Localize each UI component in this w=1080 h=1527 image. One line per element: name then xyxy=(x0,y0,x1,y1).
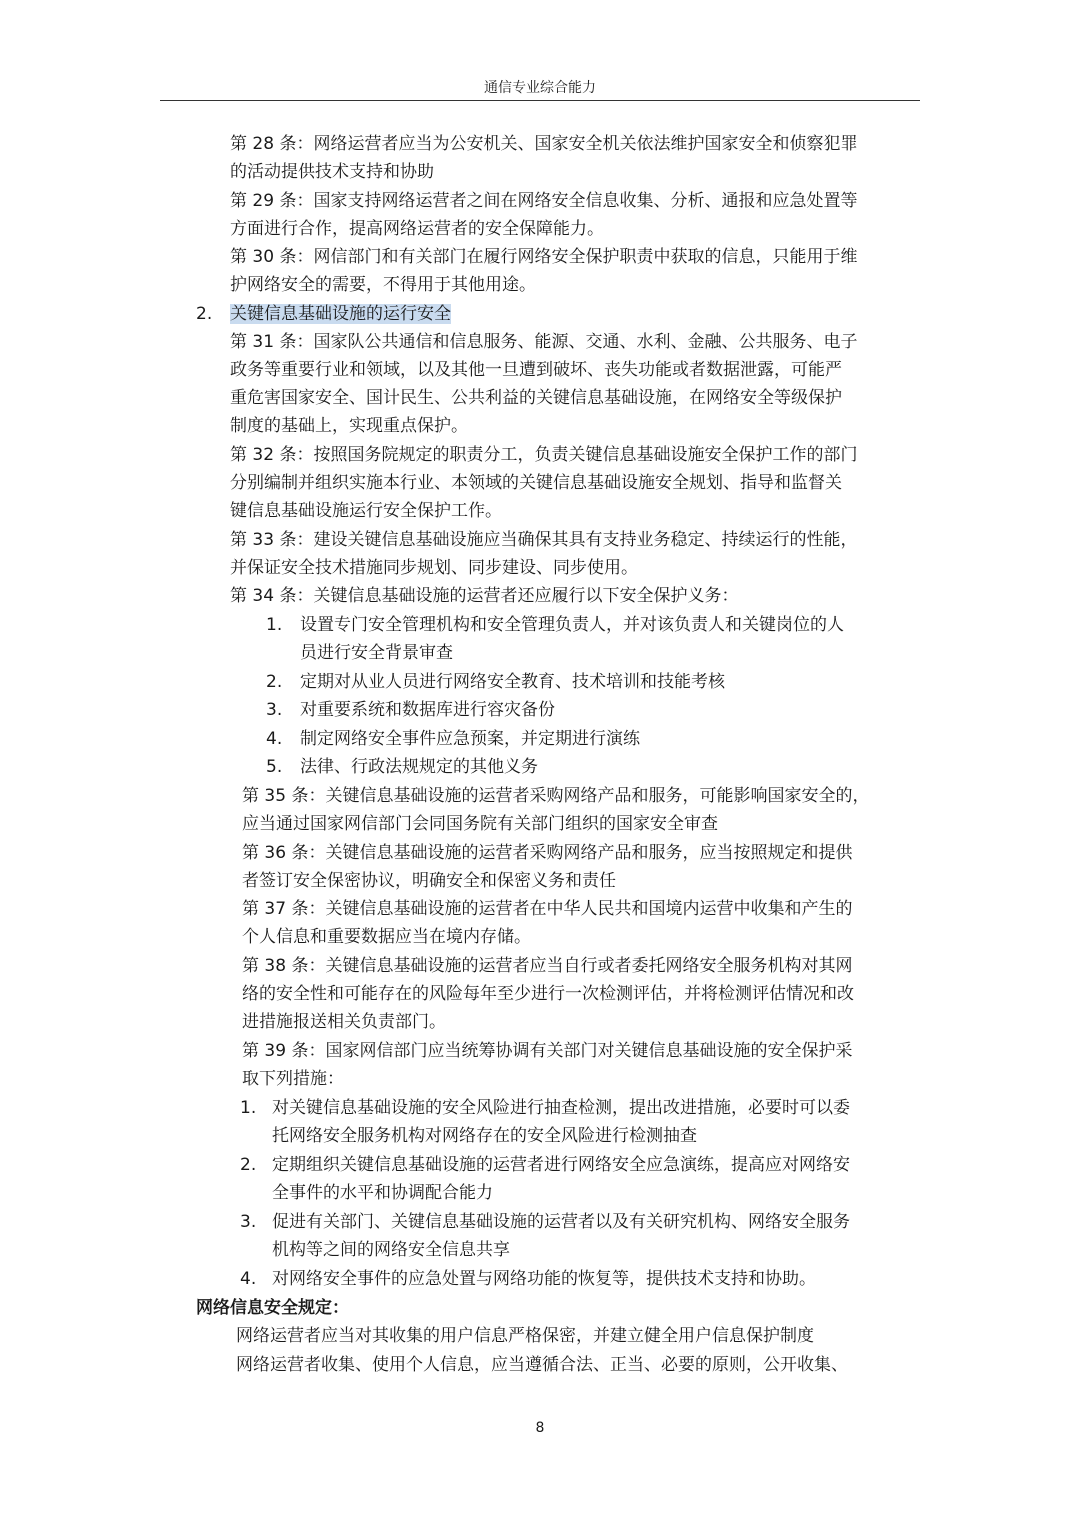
art39-item-1-line-1: 对关键信息基础设施的安全风险进行抽查检测，提出改进措施，必要时可以委 xyxy=(272,1098,850,1118)
art32-line-3: 键信息基础设施运行安全保护工作。 xyxy=(230,501,502,521)
art38-line-2: 络的安全性和可能存在的风险每年至少进行一次检测评估，并将检测评估情况和改 xyxy=(242,984,854,1004)
art30-line-1: 第 30 条：网信部门和有关部门在履行网络安全保护职责中获取的信息，只能用于维 xyxy=(230,247,858,267)
art36-line-1: 第 36 条：关键信息基础设施的运营者采购网络产品和服务，应当按照规定和提供 xyxy=(242,843,853,863)
art29-line-2: 方面进行合作，提高网络运营者的安全保障能力。 xyxy=(230,219,604,239)
art33-line-2: 并保证安全技术措施同步规划、同步建设、同步使用。 xyxy=(230,558,638,578)
art39-item-2-line-2: 全事件的水平和协调配合能力 xyxy=(272,1183,493,1203)
art39-item-2-number: 2. xyxy=(240,1155,257,1175)
section-2-title: 关键信息基础设施的运行安全 xyxy=(230,304,451,324)
art30-line-2: 护网络安全的需要，不得用于其他用途。 xyxy=(230,275,536,295)
art38-line-1: 第 38 条：关键信息基础设施的运营者应当自行或者委托网络安全服务机构对其网 xyxy=(242,956,853,976)
art34-item-3-number: 3. xyxy=(266,700,283,720)
art39-item-1-line-2: 托网络安全服务机构对网络存在的安全风险进行检测抽查 xyxy=(272,1126,697,1146)
art34-item-1-number: 1. xyxy=(266,615,283,635)
art34-item-1-line-2: 员进行安全背景审查 xyxy=(300,643,453,663)
art39-item-2-line-1: 定期组织关键信息基础设施的运营者进行网络安全应急演练，提高应对网络安 xyxy=(272,1155,850,1175)
art37-line-1: 第 37 条：关键信息基础设施的运营者在中华人民共和国境内运营中收集和产生的 xyxy=(242,899,853,919)
art34-item-2-line-1: 定期对从业人员进行网络安全教育、技术培训和技能考核 xyxy=(300,672,725,692)
art31-line-4: 制度的基础上，实现重点保护。 xyxy=(230,416,468,436)
art34-item-2-number: 2. xyxy=(266,672,283,692)
page-header-title: 通信专业综合能力 xyxy=(484,80,596,96)
art37-line-2: 个人信息和重要数据应当在境内存储。 xyxy=(242,927,531,947)
art39-intro-line-1: 第 39 条：国家网信部门应当统筹协调有关部门对关键信息基础设施的安全保护采 xyxy=(242,1041,853,1061)
art34-item-4-line-1: 制定网络安全事件应急预案，并定期进行演练 xyxy=(300,729,640,749)
network-rules-heading: 网络信息安全规定： xyxy=(196,1298,349,1318)
art28-line-1: 第 28 条：网络运营者应当为公安机关、国家安全机关依法维护国家安全和侦察犯罪 xyxy=(230,134,858,154)
art32-line-2: 分别编制并组织实施本行业、本领域的关键信息基础设施安全规划、指导和监督关 xyxy=(230,473,842,493)
section-2-number: 2. xyxy=(196,304,213,324)
art28-line-2: 的活动提供技术支持和协助 xyxy=(230,162,434,182)
header-divider xyxy=(160,100,920,101)
art39-item-3-number: 3. xyxy=(240,1212,257,1232)
art31-line-3: 重危害国家安全、国计民生、公共利益的关键信息基础设施，在网络安全等级保护 xyxy=(230,388,842,408)
art31-line-1: 第 31 条：国家队公共通信和信息服务、能源、交通、水利、金融、公共服务、电子 xyxy=(230,332,858,352)
art34-item-4-number: 4. xyxy=(266,729,283,749)
art34-item-1-line-1: 设置专门安全管理机构和安全管理负责人，并对该负责人和关键岗位的人 xyxy=(300,615,844,635)
art34-item-3-line-1: 对重要系统和数据库进行容灾备份 xyxy=(300,700,555,720)
art34-item-5-line-1: 法律、行政法规规定的其他义务 xyxy=(300,757,538,777)
network-rules-line-2: 网络运营者收集、使用个人信息，应当遵循合法、正当、必要的原则，公开收集、 xyxy=(236,1355,848,1375)
art36-line-2: 者签订安全保密协议，明确安全和保密义务和责任 xyxy=(242,871,616,891)
art34-item-5-number: 5. xyxy=(266,757,283,777)
art34-intro: 第 34 条：关键信息基础设施的运营者还应履行以下安全保护义务： xyxy=(230,586,739,606)
network-rules-line-1: 网络运营者应当对其收集的用户信息严格保密，并建立健全用户信息保护制度 xyxy=(236,1326,814,1346)
page-number: 8 xyxy=(535,1420,545,1436)
art35-line-1: 第 35 条：关键信息基础设施的运营者采购网络产品和服务，可能影响国家安全的， xyxy=(242,786,870,806)
art32-line-1: 第 32 条：按照国务院规定的职责分工，负责关键信息基础设施安全保护工作的部门 xyxy=(230,445,858,465)
art29-line-1: 第 29 条：国家支持网络运营者之间在网络安全信息收集、分析、通报和应急处置等 xyxy=(230,191,858,211)
art39-item-4-number: 4. xyxy=(240,1269,257,1289)
art39-item-3-line-1: 促进有关部门、关键信息基础设施的运营者以及有关研究机构、网络安全服务 xyxy=(272,1212,850,1232)
art39-item-1-number: 1. xyxy=(240,1098,257,1118)
art39-intro-line-2: 取下列措施： xyxy=(242,1069,344,1089)
art39-item-4-line-1: 对网络安全事件的应急处置与网络功能的恢复等，提供技术支持和协助。 xyxy=(272,1269,816,1289)
art39-item-3-line-2: 机构等之间的网络安全信息共享 xyxy=(272,1240,510,1260)
art31-line-2: 政务等重要行业和领域，以及其他一旦遭到破坏、丧失功能或者数据泄露，可能严 xyxy=(230,360,842,380)
art38-line-3: 进措施报送相关负责部门。 xyxy=(242,1012,446,1032)
art33-line-1: 第 33 条：建设关键信息基础设施应当确保其具有支持业务稳定、持续运行的性能， xyxy=(230,530,858,550)
art35-line-2: 应当通过国家网信部门会同国务院有关部门组织的国家安全审查 xyxy=(242,814,718,834)
